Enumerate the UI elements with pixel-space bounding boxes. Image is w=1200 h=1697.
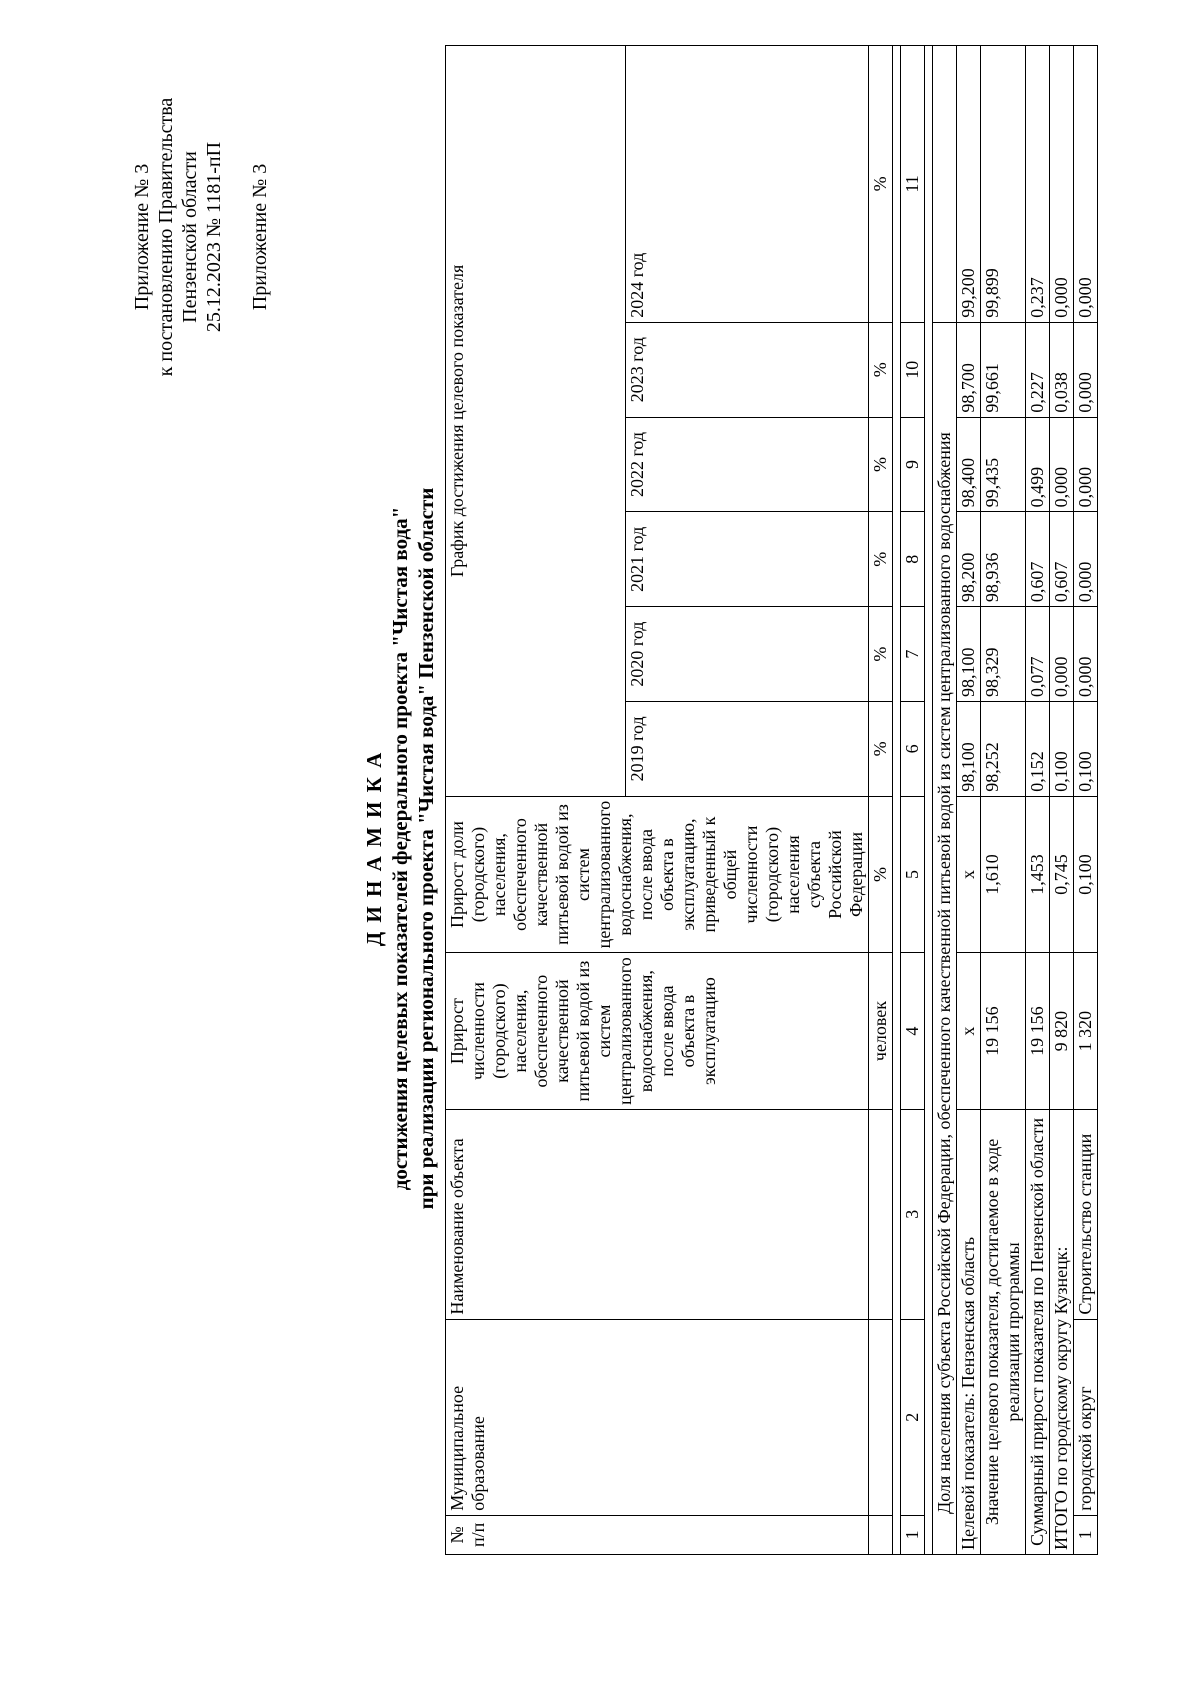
unit-percent: % [869,607,893,702]
cell-share: 1,610 [981,796,1026,953]
appendix-block [130,47,272,427]
header-year: 2021 год [626,512,869,607]
units-cell [869,1515,893,1554]
cell-2023: 0,038 [1050,322,1074,417]
header-num: № п/п [446,1515,869,1554]
column-numbers-row [901,46,925,1555]
cell-pop: 19 156 [1026,953,1050,1110]
cell-2024: 99,200 [957,46,981,323]
unit-percent: % [869,512,893,607]
cell-2023: 0,227 [1026,322,1050,417]
cell-2021: 0,000 [1074,512,1098,607]
appendix-line: Пензенской области [179,151,201,323]
header-row [446,46,626,1555]
cell-2019: 0,100 [1074,701,1098,796]
cell-2024: 0,237 [1026,46,1050,323]
header-year: 2024 год [626,46,869,323]
column-number: 11 [901,46,925,323]
cell-2024: 0,000 [1074,46,1098,323]
cell-share: x [957,796,981,953]
row-label: ИТОГО по городскому округу Кузнецк: [1050,1109,1074,1554]
cell-2022: 0,000 [1050,417,1074,512]
separator-row [893,46,901,1555]
section-row [933,46,957,1555]
document-subtitle-2: при реализации регионального проекта "Чистая вода" Пензенской области [414,487,438,1210]
cell-pop: 19 156 [981,953,1026,1110]
cell-2022: 0,499 [1026,417,1050,512]
column-number: 9 [901,417,925,512]
table-row [1050,46,1074,1555]
column-number: 8 [901,512,925,607]
cell-2019: 98,252 [981,701,1026,796]
cell-num: 1 [1074,1515,1098,1554]
header-year: 2022 год [626,417,869,512]
cell-pop: x [957,953,981,1110]
indicators-table [445,45,1098,1555]
column-number: 4 [901,953,925,1110]
unit-percent: % [869,46,893,323]
column-number: 6 [901,701,925,796]
cell-2024: 99,899 [981,46,1026,323]
unit-percent: % [869,796,893,953]
appendix-repeat: Приложение № 3 [249,163,271,311]
cell-2020: 0,000 [1074,607,1098,702]
cell-object: Строительство станции [1074,1109,1098,1319]
cell-2021: 0,607 [1050,512,1074,607]
header-share-growth: Прирост доли (городского) населения, обеспеченного качественной питьевой водой из систем централизованного водоснабжения, после ввода объекта в эксплуатацию, приведенный к общей численности (городского) населения субъекта Российской Федерации [446,796,869,953]
units-cell [869,1319,893,1515]
cell-2019: 0,100 [1050,701,1074,796]
column-number: 7 [901,607,925,702]
unit-percent: % [869,417,893,512]
cell-2021: 0,607 [1026,512,1050,607]
unit-percent: % [869,701,893,796]
units-cell [869,1109,893,1319]
row-label: Суммарный прирост показателя по Пензенской области [1026,1109,1050,1554]
header-object: Наименование объекта [446,1109,869,1319]
cell-2024: 0,000 [1050,46,1074,323]
table-row [981,46,1026,1555]
cell-2022: 99,435 [981,417,1026,512]
document-title: Д И Н А М И К А [362,750,386,947]
cell-2021: 98,200 [957,512,981,607]
header-year: 2019 год [626,701,869,796]
appendix-line: Приложение № 3 [131,163,153,311]
cell-2020: 98,329 [981,607,1026,702]
document-subtitle-1: достижения целевых показателей федерального проекта "Чистая вода" [388,506,412,1191]
header-pop-growth: Прирост численности (городского) населения, обеспеченного качественной питьевой водой из систем централизованного водоснабжения, после ввода объекта в эксплуатацию [446,953,869,1110]
row-label: Значение целевого показателя, достигаемое в ходе реализации программы [981,1109,1026,1554]
cell-2020: 0,000 [1050,607,1074,702]
appendix-line: к постановлению Правительства [155,97,177,377]
unit-percent: % [869,322,893,417]
cell-2019: 0,152 [1026,701,1050,796]
cell-2023: 99,661 [981,322,1026,417]
table-row [957,46,981,1555]
unit-people: человек [869,953,893,1110]
column-number: 3 [901,1109,925,1319]
column-number: 1 [901,1515,925,1554]
cell-2020: 0,077 [1026,607,1050,702]
column-number: 2 [901,1319,925,1515]
table-row [1074,46,1098,1555]
column-number: 10 [901,322,925,417]
header-year: 2020 год [626,607,869,702]
cell-2023: 98,700 [957,322,981,417]
header-municipal: Муниципальное образование [446,1319,869,1515]
cell-2022: 0,000 [1074,417,1098,512]
cell-municipal: городской округ [1074,1319,1098,1515]
cell-2020: 98,100 [957,607,981,702]
cell-pop: 9 820 [1050,953,1074,1110]
units-row [869,46,893,1555]
cell-2023: 0,000 [1074,322,1098,417]
cell-2019: 98,100 [957,701,981,796]
cell-share: 0,100 [1074,796,1098,953]
section-title: Доля населения субъекта Российской Федерации, обеспеченного качественной питьевой водой из систем централизованного водоснабжения [933,322,957,1554]
table-row [1026,46,1050,1555]
column-number: 5 [901,796,925,953]
separator-row [925,46,933,1555]
header-schedule: График достижения целевого показателя [446,46,626,797]
cell-2022: 98,400 [957,417,981,512]
cell-2021: 98,936 [981,512,1026,607]
appendix-date-number: 25.12.2023 № 1181-пП [203,141,225,333]
cell-pop: 1 320 [1074,953,1098,1110]
cell-share: 0,745 [1050,796,1074,953]
cell-share: 1,453 [1026,796,1050,953]
header-year: 2023 год [626,322,869,417]
row-label: Целевой показатель: Пензенская область [957,1109,981,1554]
